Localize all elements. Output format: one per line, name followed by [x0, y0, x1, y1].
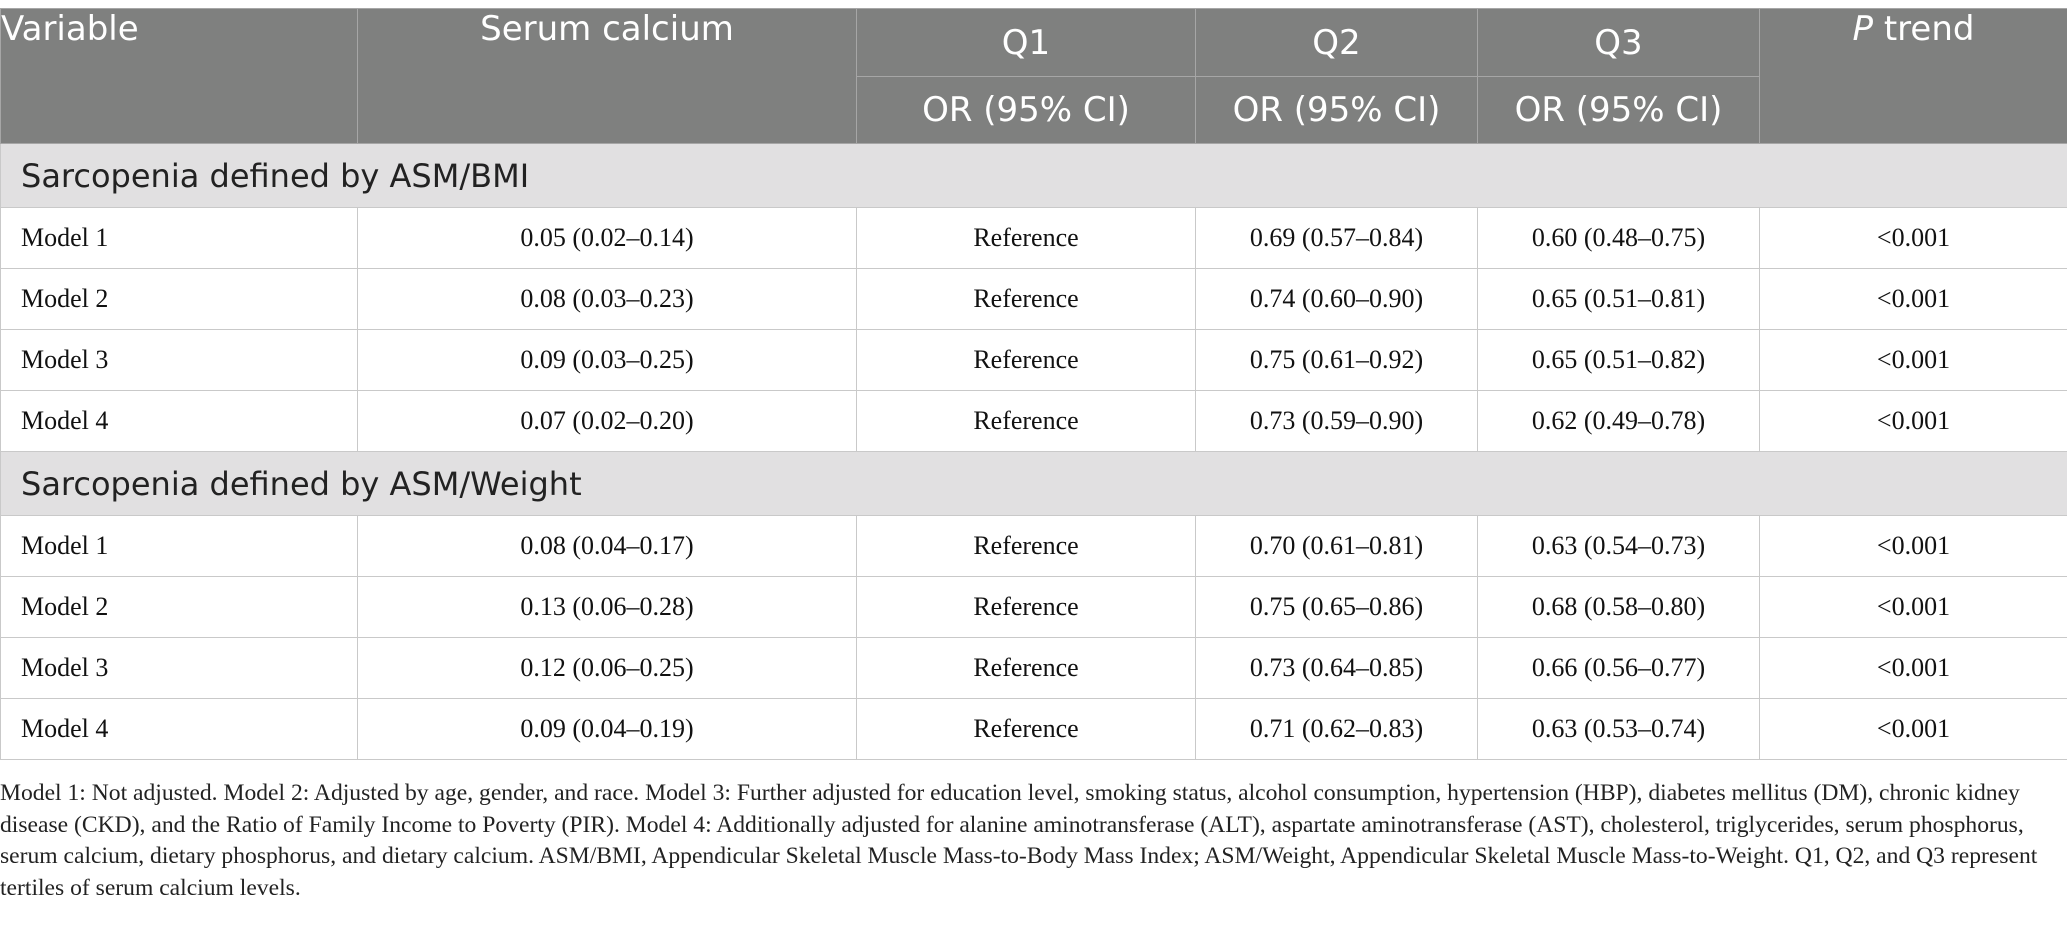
cell-label: Model 1	[1, 208, 358, 269]
table-row	[1, 638, 2067, 699]
cell-q2: 0.69 (0.57–0.84)	[1196, 208, 1478, 269]
cell-q3: 0.65 (0.51–0.82)	[1478, 330, 1760, 391]
cell-q1: Reference	[857, 516, 1196, 577]
cell-q1: Reference	[857, 269, 1196, 330]
cell-serum: 0.05 (0.02–0.14)	[358, 208, 857, 269]
table-row	[1, 330, 2067, 391]
cell-q3: 0.66 (0.56–0.77)	[1478, 638, 1760, 699]
cell-p: <0.001	[1760, 577, 2067, 638]
cell-q2: 0.75 (0.65–0.86)	[1196, 577, 1478, 638]
cell-q3: 0.68 (0.58–0.80)	[1478, 577, 1760, 638]
cell-label: Model 1	[1, 516, 358, 577]
cell-q1: Reference	[857, 391, 1196, 452]
cell-q2: 0.73 (0.59–0.90)	[1196, 391, 1478, 452]
cell-serum: 0.09 (0.04–0.19)	[358, 699, 857, 760]
cell-p: <0.001	[1760, 208, 2067, 269]
header-p-trend-italic: P	[1852, 9, 1874, 49]
table-body	[1, 144, 2067, 760]
table-row	[1, 391, 2067, 452]
table-row	[1, 208, 2067, 269]
cell-label: Model 3	[1, 638, 358, 699]
cell-serum: 0.07 (0.02–0.20)	[358, 391, 857, 452]
cell-q1: Reference	[857, 577, 1196, 638]
cell-q2: 0.71 (0.62–0.83)	[1196, 699, 1478, 760]
cell-p: <0.001	[1760, 391, 2067, 452]
cell-q3: 0.62 (0.49–0.78)	[1478, 391, 1760, 452]
results-table	[0, 8, 2067, 760]
cell-p: <0.001	[1760, 699, 2067, 760]
cell-q2: 0.70 (0.61–0.81)	[1196, 516, 1478, 577]
cell-label: Model 2	[1, 269, 358, 330]
cell-label: Model 4	[1, 699, 358, 760]
cell-p: <0.001	[1760, 269, 2067, 330]
section-header-row	[1, 144, 2067, 208]
header-q3: Q3	[1478, 9, 1760, 77]
cell-q3: 0.63 (0.54–0.73)	[1478, 516, 1760, 577]
cell-q3: 0.63 (0.53–0.74)	[1478, 699, 1760, 760]
cell-q1: Reference	[857, 208, 1196, 269]
header-serum-calcium: Serum calcium	[358, 9, 857, 144]
header-q1-or-ci: OR (95% CI)	[857, 77, 1196, 144]
cell-label: Model 2	[1, 577, 358, 638]
cell-p: <0.001	[1760, 638, 2067, 699]
cell-q1: Reference	[857, 330, 1196, 391]
cell-q2: 0.73 (0.64–0.85)	[1196, 638, 1478, 699]
cell-q3: 0.65 (0.51–0.81)	[1478, 269, 1760, 330]
cell-p: <0.001	[1760, 330, 2067, 391]
table-row	[1, 577, 2067, 638]
header-row-1	[1, 9, 2067, 77]
header-p-trend-text: trend	[1873, 9, 1975, 49]
header-p-trend	[1760, 9, 2067, 144]
section-title: Sarcopenia defined by ASM/Weight	[1, 452, 2067, 516]
cell-q3: 0.60 (0.48–0.75)	[1478, 208, 1760, 269]
section-header-row	[1, 452, 2067, 516]
cell-q2: 0.75 (0.61–0.92)	[1196, 330, 1478, 391]
header-variable: Variable	[1, 9, 358, 144]
cell-q1: Reference	[857, 699, 1196, 760]
table-row	[1, 269, 2067, 330]
table-footnote: Model 1: Not adjusted. Model 2: Adjusted by age, gender, and race. Model 3: Further adjusted for education level, smoking status, alcohol consumption, hypertension (HBP), diabetes mellitus (DM), chronic kidney disease (CKD), and the Ratio of Family Income to Poverty (PIR). Model 4: Additionally adjusted for alanine aminotransferase (ALT), aspartate aminotransferase (AST), cholesterol, triglycerides, serum phosphorus, serum calcium, dietary phosphorus, and dietary calcium. ASM/BMI, Appendicular Skeletal Muscle Mass-to-Body Mass Index; ASM/Weight, Appendicular Skeletal Muscle Mass-to-Weight. Q1, Q2, and Q3 represent tertiles of serum calcium levels.	[0, 780, 2038, 901]
table-row	[1, 699, 2067, 760]
cell-serum: 0.08 (0.03–0.23)	[358, 269, 857, 330]
cell-label: Model 4	[1, 391, 358, 452]
cell-q1: Reference	[857, 638, 1196, 699]
header-q2: Q2	[1196, 9, 1478, 77]
cell-serum: 0.08 (0.04–0.17)	[358, 516, 857, 577]
cell-label: Model 3	[1, 330, 358, 391]
header-q3-or-ci: OR (95% CI)	[1478, 77, 1760, 144]
header-q2-or-ci: OR (95% CI)	[1196, 77, 1478, 144]
cell-serum: 0.09 (0.03–0.25)	[358, 330, 857, 391]
cell-q2: 0.74 (0.60–0.90)	[1196, 269, 1478, 330]
cell-serum: 0.13 (0.06–0.28)	[358, 577, 857, 638]
table-row	[1, 516, 2067, 577]
cell-p: <0.001	[1760, 516, 2067, 577]
cell-serum: 0.12 (0.06–0.25)	[358, 638, 857, 699]
header-q1: Q1	[857, 9, 1196, 77]
section-title: Sarcopenia defined by ASM/BMI	[1, 144, 2067, 208]
